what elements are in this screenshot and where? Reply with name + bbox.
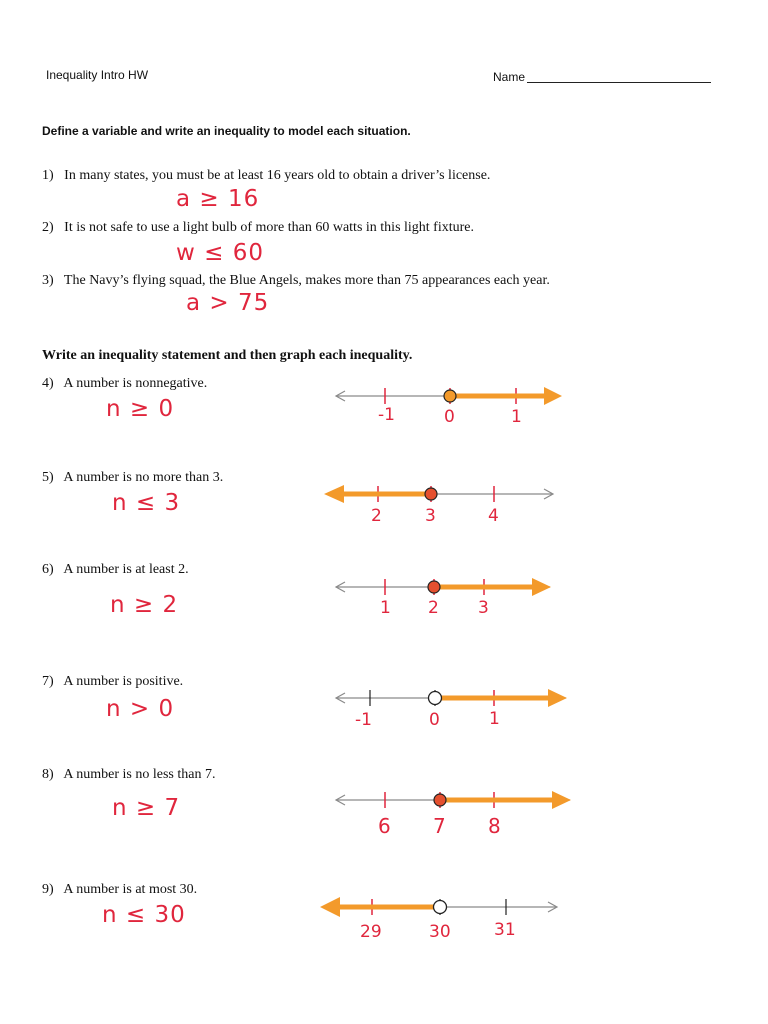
tick-label: 3 (425, 506, 436, 526)
open-point (429, 692, 442, 705)
tick-label: -1 (378, 405, 395, 425)
closed-point (428, 581, 440, 593)
tick-label: 2 (428, 598, 439, 618)
answer-1: a ≥ 16 (176, 186, 260, 212)
tick-label: 1 (511, 407, 522, 427)
question-text: A number is nonnegative. (63, 376, 208, 391)
number-line-6 (336, 578, 551, 618)
number-line-9 (320, 897, 557, 942)
shade-arrow-icon (552, 791, 571, 809)
tick-label: 4 (488, 506, 499, 526)
closed-point (444, 390, 456, 402)
closed-point (434, 794, 446, 806)
tick-label: 7 (433, 814, 446, 838)
question-number: 2) (42, 220, 54, 235)
section1-heading: Define a variable and write an inequality to model each situation. (42, 124, 411, 138)
question-number: 3) (42, 273, 54, 288)
question-number: 7) (42, 674, 54, 689)
tick-label: 3 (478, 598, 489, 618)
question-number: 4) (42, 376, 54, 391)
number-line-7 (336, 689, 567, 730)
tick-label: 0 (429, 710, 440, 730)
name-label: Name (493, 70, 526, 84)
worksheet-title: Inequality Intro HW (46, 68, 149, 82)
shade-arrow-icon (544, 387, 562, 405)
number-line-8 (336, 791, 571, 838)
question-text: A number is no more than 3. (63, 470, 224, 485)
question-text: A number is positive. (63, 674, 184, 689)
question-text: It is not safe to use a light bulb of more than 60 watts in this light fixture. (64, 220, 474, 235)
question-number: 6) (42, 562, 54, 577)
shade-arrow-icon (532, 578, 551, 596)
question-text: The Navy’s flying squad, the Blue Angels, makes more than 75 appearances each year. (63, 273, 550, 288)
question-number: 9) (42, 882, 54, 897)
tick-label: 1 (489, 709, 500, 729)
tick-label: 1 (380, 598, 391, 618)
answer-4: n ≥ 0 (106, 396, 175, 422)
answer-6: n ≥ 2 (110, 592, 179, 618)
closed-point (425, 488, 437, 500)
question-text: A number is at most 30. (63, 882, 198, 897)
shade-arrow-icon (320, 897, 340, 917)
tick-label: 6 (378, 814, 391, 838)
tick-label: 8 (488, 814, 501, 838)
number-line-5 (324, 485, 553, 526)
open-point (434, 901, 447, 914)
number-line-4 (336, 387, 562, 427)
answer-9: n ≤ 30 (102, 902, 186, 928)
tick-label: 0 (444, 407, 455, 427)
tick-label: 31 (494, 920, 516, 940)
section2-heading: Write an inequality statement and then graph each inequality. (42, 348, 413, 363)
shade-arrow-icon (324, 485, 344, 503)
answer-8: n ≥ 7 (112, 795, 181, 821)
answer-2: w ≤ 60 (176, 240, 264, 266)
question-number: 5) (42, 470, 54, 485)
tick-label: 2 (371, 506, 382, 526)
answer-5: n ≤ 3 (112, 490, 181, 516)
question-number: 1) (42, 168, 54, 183)
tick-label: 29 (360, 922, 382, 942)
question-text: In many states, you must be at least 16 years old to obtain a driver’s license. (64, 168, 491, 183)
answer-7: n > 0 (106, 696, 175, 722)
question-text: A number is at least 2. (63, 562, 189, 577)
tick-label: 30 (429, 922, 451, 942)
tick-label: -1 (355, 710, 372, 730)
question-text: A number is no less than 7. (63, 767, 216, 782)
question-number: 8) (42, 767, 54, 782)
shade-arrow-icon (548, 689, 567, 707)
answer-3: a > 75 (186, 290, 270, 316)
